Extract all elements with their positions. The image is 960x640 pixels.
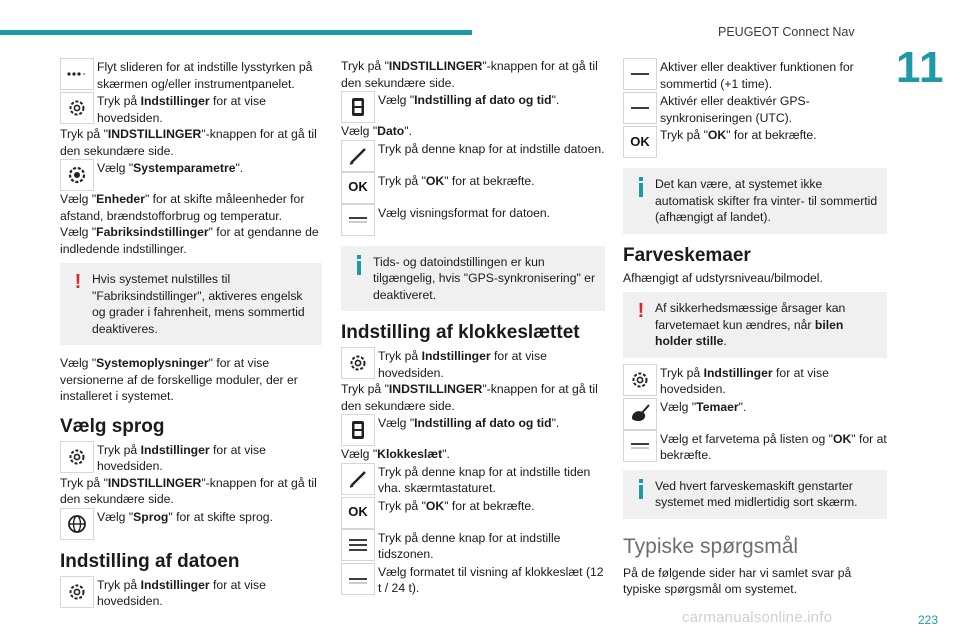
faq-text: På de følgende sider har vi samlet svar på typiske spørgsmål om systemet.	[623, 565, 852, 596]
toggle-line-icon	[623, 58, 657, 90]
info-box-theme: Ved hvert farveskemaskift genstarter systemet med midlertidig sort skærm.	[623, 470, 887, 519]
car-icon	[341, 91, 375, 123]
heading-language: Vælg sprog	[60, 415, 165, 437]
ok-icon: OK	[341, 497, 375, 529]
warning-box-factory: ! Hvis systemet nulstilles til "Fabriksindstillinger", aktiveres engelsk og grader i fahrenheit, mens sommertid deaktiveres.	[60, 263, 322, 345]
date-settings-step: Tryk på Indstillinger for at vise hovedsiden.	[60, 576, 322, 610]
warning-icon: !	[74, 271, 82, 293]
gear-icon	[623, 364, 657, 396]
gear-icon	[60, 92, 94, 124]
sliders-gear-icon	[60, 159, 94, 191]
heading-faq: Typiske spørgsmål	[623, 534, 799, 558]
ok-step: OK Tryk på "OK" for at bekræfte.	[341, 172, 605, 204]
ok-step: OK Tryk på "OK" for at bekræfte.	[341, 497, 605, 529]
info-box-dst: Det kan være, at systemet ikke automatisk skifter fra vinter- til sommertid (afhængigt af landet).	[623, 168, 887, 234]
gear-icon	[341, 347, 375, 379]
units-text: Vælg "Enheder" for at skifte måleenheder for afstand, brændstofforbrug og temperatur.	[60, 192, 305, 223]
info-icon	[633, 177, 649, 197]
heading-clock: Indstilling af klokkeslættet	[341, 322, 580, 343]
brightness-step	[60, 58, 322, 92]
clock-datetime-step: Vælg "Indstilling af dato og tid".	[341, 414, 605, 446]
clock-settings-step: Tryk på Indstillinger for at vise hovedsiden.	[341, 347, 605, 381]
lang-settings-step: Tryk på Indstillinger for at vise hovedsiden.	[60, 441, 322, 475]
gear-icon	[60, 441, 94, 473]
toggle-line-icon	[623, 92, 657, 124]
press-settings-text: Tryk på "INDSTILLINGER"-knappen for at gå til den sekundære side.	[60, 127, 317, 158]
timezone-step: Tryk på denne knap for at indstille tidszonen.	[341, 529, 605, 563]
warning-box-color: ! Af sikkerhedsmæssige årsager kan farvetemaet kun ændres, når bilen holder stille.	[623, 292, 887, 358]
list-format-icon	[341, 204, 375, 236]
date-format-step: Vælg visningsformat for datoen.	[341, 204, 605, 236]
ok-icon: OK	[341, 172, 375, 204]
dato-text: Vælg "Dato".	[341, 124, 412, 138]
brightness-slider-icon	[60, 58, 94, 90]
klokkeslaet-text: Vælg "Klokkeslæt".	[341, 447, 450, 461]
gps-step: Aktivér eller deaktivér GPS-synkroniseringen (UTC).	[623, 92, 887, 126]
gear-icon	[60, 576, 94, 608]
system-info-text: Vælg "Systemoplysninger" for at vise versionerne af de forskellige moduler, der er installeret i systemet.	[60, 356, 298, 403]
column-2	[341, 58, 605, 597]
column-3	[623, 58, 887, 598]
car-icon	[341, 414, 375, 446]
system-params-step: Vælg "Systemparametre".	[60, 159, 322, 191]
watermark: carmanualsonline.info	[682, 609, 833, 626]
globe-icon	[60, 508, 94, 540]
page-number: 223	[917, 613, 938, 627]
list-format-icon	[341, 563, 375, 595]
ok-icon: OK	[623, 126, 657, 158]
depends-text: Afhængigt af udstyrsniveau/bilmodel.	[623, 270, 823, 285]
info-icon	[351, 255, 367, 275]
theme-settings-step: Tryk på Indstillinger for at vise hovedsiden.	[623, 364, 887, 398]
time-format-step: Vælg formatet til visning af klokkeslæt (12 t / 24 t).	[341, 563, 605, 597]
heading-date: Indstilling af datoen	[60, 550, 240, 572]
press-settings-text: Tryk på "INDSTILLINGER"-knappen for at gå til den sekundære side.	[60, 475, 317, 506]
paint-icon	[623, 398, 657, 430]
dst-step: Aktiver eller deaktiver funktionen for sommertid (+1 time).	[623, 58, 887, 92]
datetime-step: Vælg "Indstilling af dato og tid".	[341, 91, 605, 123]
pencil-icon	[341, 463, 375, 495]
set-time-step: Tryk på denne knap for at indstille tiden vha. skærmtastaturet.	[341, 463, 605, 497]
brightness-text: Flyt slideren for at indstille lysstyrken på skærmen og/eller instrumentpanelet.	[97, 60, 313, 91]
warning-icon: !	[637, 300, 645, 322]
factory-text: Vælg "Fabriksindstillinger" for at gendanne de indledende indstillinger.	[60, 225, 319, 256]
info-icon	[633, 479, 649, 499]
list-format-icon	[623, 430, 657, 462]
settings-step: Tryk på Indstillinger for at vise hovedsiden.	[60, 92, 322, 126]
language-step: Vælg "Sprog" for at skifte sprog.	[60, 508, 322, 540]
temaer-step: Vælg "Temaer".	[623, 398, 887, 430]
press-settings-text: Tryk på "INDSTILLINGER"-knappen for at gå til den sekundære side.	[341, 382, 598, 413]
top-accent-bar	[0, 30, 472, 35]
ok-step: OK Tryk på "OK" for at bekræfte.	[623, 126, 887, 158]
pencil-icon	[341, 140, 375, 172]
info-box-gps: Tids- og datoindstillingen er kun tilgængelig, hvis "GPS-synkronisering" er deaktiveret.	[341, 246, 605, 312]
press-settings-text: Tryk på "INDSTILLINGER"-knappen for at gå til den sekundære side.	[341, 59, 598, 90]
heading-color-schemes: Farveskemaer	[623, 244, 751, 266]
chapter-number: 11	[896, 43, 945, 92]
list-format-icon	[341, 529, 375, 561]
choose-theme-step: Vælg et farvetema på listen og "OK" for at bekræfte.	[623, 430, 887, 464]
set-date-step: Tryk på denne knap for at indstille datoen.	[341, 140, 605, 172]
header-title: PEUGEOT Connect Nav	[718, 25, 855, 39]
column-1	[60, 58, 322, 610]
